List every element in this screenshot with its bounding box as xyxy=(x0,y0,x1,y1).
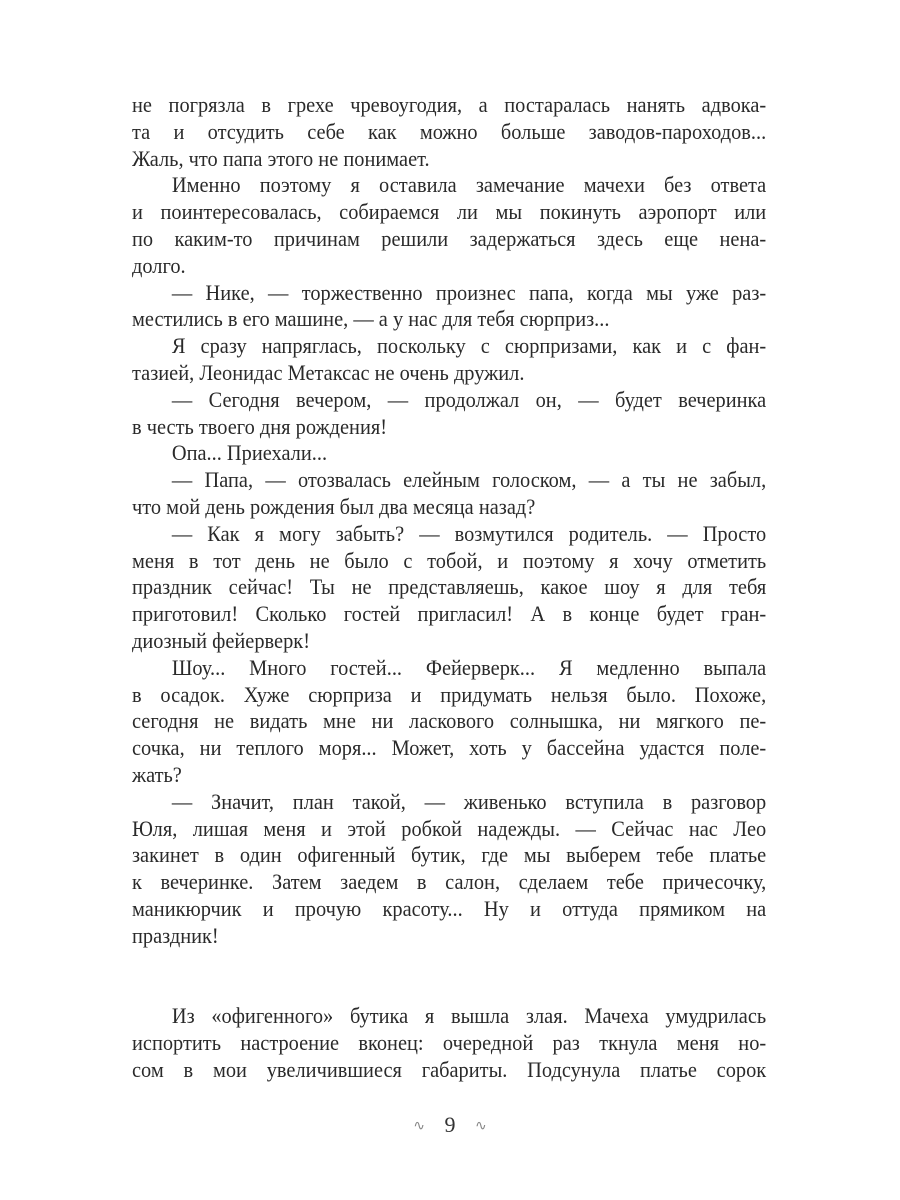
paragraph xyxy=(132,1003,766,1083)
paragraph xyxy=(132,655,766,789)
text-line: Шоу... Много гостей... Фейерверк... Я медленно выпала xyxy=(171,654,767,680)
ornament-right-icon: ∿ xyxy=(475,1119,487,1134)
text-line: диозный фейерверк! xyxy=(132,627,310,653)
text-line: меня в тот день не было с тобой, и поэтому я хочу отметить xyxy=(132,547,767,573)
text-line: тазией, Леонидас Метаксас не очень дружил. xyxy=(132,359,525,385)
paragraph xyxy=(132,172,766,279)
text-line: Юля, лишая меня и этой робкой надежды. — Сейчас нас Лео xyxy=(132,815,767,841)
ornament-left-icon: ∿ xyxy=(413,1119,425,1134)
text-line: Из «офигенного» бутика я вышла злая. Мачеха умудрилась xyxy=(171,1003,767,1029)
paragraph xyxy=(132,92,766,172)
text-line: закинет в один офигенный бутик, где мы выберем тебе платье xyxy=(132,842,767,868)
text-line: к вечеринке. Затем заедем в салон, сделаем тебе причесочку, xyxy=(132,869,767,895)
page-footer xyxy=(0,1112,900,1138)
text-line: сочка, ни теплого моря... Может, хоть у бассейна удастся поле- xyxy=(132,735,767,761)
text-line: Опа... Приехали... xyxy=(171,440,328,466)
text-line: не погрязла в грехе чревоугодия, а постаралась нанять адвока- xyxy=(132,92,767,117)
page-number: 9 xyxy=(444,1112,456,1137)
text-line: что мой день рождения был два месяца назад? xyxy=(132,493,536,519)
text-line: — Папа, — отозвалась елейным голоском, — а ты не забыл, xyxy=(171,467,767,493)
text-line: и поинтересовалась, собираемся ли мы покинуть аэропорт или xyxy=(132,199,767,225)
paragraph xyxy=(132,280,766,334)
paragraph xyxy=(132,333,766,387)
text-line: сегодня не видать мне ни ласкового солнышка, ни мягкого пе- xyxy=(132,708,767,734)
text-line: — Нике, — торжественно произнес папа, когда мы уже раз- xyxy=(171,279,767,305)
text-line: приготовил! Сколько гостей пригласил! А в конце будет гран- xyxy=(132,601,767,627)
text-line: долго. xyxy=(132,252,186,278)
text-line: испортить настроение вконец: очередной раз ткнула меня но- xyxy=(132,1029,767,1055)
paragraph xyxy=(132,467,766,521)
text-line: Жаль, что папа этого не понимает. xyxy=(132,145,430,171)
book-page-text xyxy=(132,92,766,1083)
text-line: в осадок. Хуже сюрприза и придумать нельзя было. Похоже, xyxy=(132,681,767,707)
text-line: местились в его машине, — а у нас для тебя сюрприз... xyxy=(132,306,610,332)
text-line: сом в мои увеличившиеся габариты. Подсунула платье сорок xyxy=(132,1056,767,1082)
text-line: в честь твоего дня рождения! xyxy=(132,413,388,439)
paragraph xyxy=(132,521,766,655)
paragraph xyxy=(132,387,766,441)
text-line: — Значит, план такой, — живенько вступила в разговор xyxy=(171,788,767,814)
text-line: по каким-то причинам решили задержаться здесь еще нена- xyxy=(132,225,767,251)
text-line: маникюрчик и прочую красоту... Ну и оттуда прямиком на xyxy=(132,895,767,921)
text-line: Я сразу напряглась, поскольку с сюрпризами, как и с фан- xyxy=(171,333,767,359)
text-line: — Сегодня вечером, — продолжал он, — будет вечеринка xyxy=(171,386,767,412)
text-line: Именно поэтому я оставила замечание мачехи без ответа xyxy=(171,172,767,198)
text-line: праздник сейчас! Ты не представляешь, какое шоу я для тебя xyxy=(132,574,767,600)
text-line: — Как я могу забыть? — возмутился родитель. — Просто xyxy=(171,520,767,546)
section-break xyxy=(132,950,766,1004)
text-line: та и отсудить себе как можно больше заводов-пароходов... xyxy=(132,118,767,144)
paragraph xyxy=(132,789,766,950)
text-line: жать? xyxy=(132,761,182,787)
paragraph xyxy=(132,440,766,467)
text-line: праздник! xyxy=(132,922,219,948)
